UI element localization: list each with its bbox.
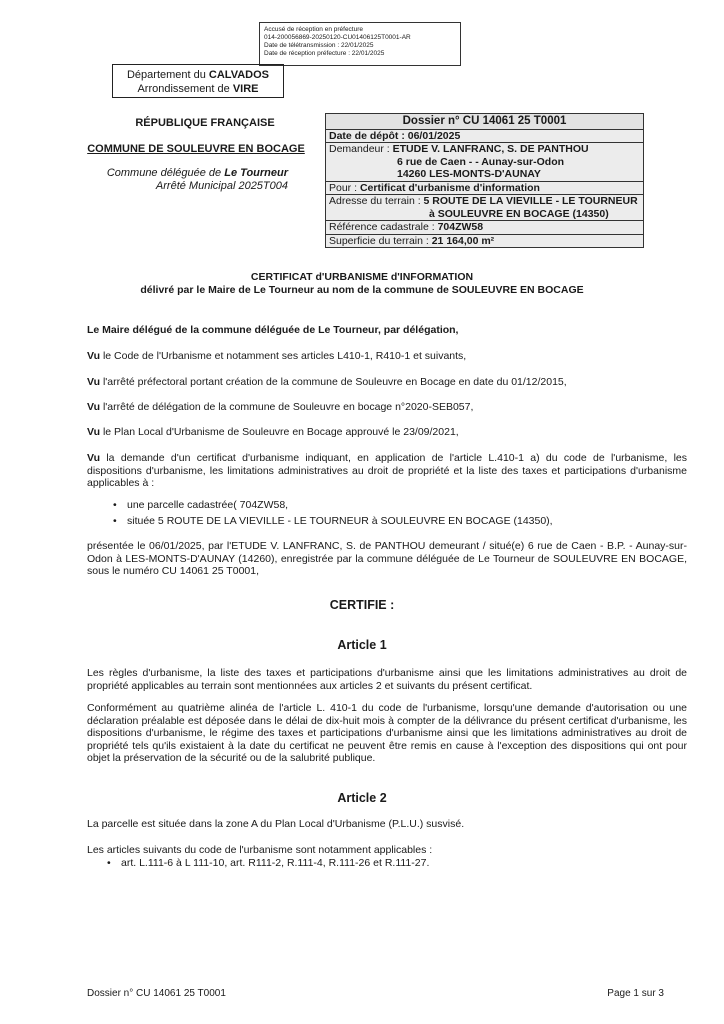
bullet-icon: • (107, 857, 111, 869)
vu-paragraph: Vu l'arrêté de délégation de la commune de Souleuvre en bocage n°2020-SEB057, (87, 401, 474, 413)
list-item: • art. L.111-6 à L 111-10, art. R111-2, R.111-4, R.111-26 et R.111-27. (107, 857, 430, 869)
article1-heading: Article 1 (337, 638, 387, 652)
list-item: • une parcelle cadastrée( 704ZW58, (113, 499, 289, 511)
article2-bullet (101, 857, 681, 870)
stamp-line: Date de télétransmission : 22/01/2025 (264, 42, 374, 49)
footer-page-number: Page 1 sur 3 (607, 988, 664, 999)
certificate-title (40, 271, 684, 297)
applicant: Demandeur : ETUDE V. LANFRANC, S. DE PANTHOU 6 rue de Caen - - Aunay-sur-Odon 14260 LES-MONTS-D'AUNAY (326, 143, 644, 182)
article2-heading: Article 2 (337, 791, 387, 805)
stamp-line: 014-200056869-20250120-CU01406125T0001-AR (264, 34, 411, 41)
article2-paragraph: La parcelle est située dans la zone A du Plan Local d'Urbanisme (P.L.U.) susvisé. (87, 818, 465, 830)
deposit-date: Date de dépôt : 06/01/2025 (326, 129, 644, 143)
vu-paragraph: Vu le Plan Local d'Urbanisme de Souleuvre en Bocage approuvé le 23/09/2021, (87, 426, 459, 438)
article1-paragraph: Conformément au quatrième alinéa de l'article L. 410-1 du code de l'urbanisme, lorsqu'une demande d'autorisation ou une déclaration préalable est déposée dans le délai de dix-huit mois à compter de la délivrance du présent certificat d'urbanisme, les dispositions d'urbanisme, le régime des taxes et participations d'urbanisme ainsi que les limitations administratives au droit de propriété tels qu'ils existaient à la date du certificat ne peuvent être remis en cause à l'exception des dispositions qui ont pour objet la préservation de la sécurité ou de la salubrité publique. (87, 702, 687, 764)
municipal-order: Arrêté Municipal 2025T004 (155, 180, 288, 192)
delegated-commune-name: Commune déléguée de Le Tourneur (106, 167, 288, 179)
commune-heading: COMMUNE DE SOULEUVRE EN BOCAGE (87, 143, 305, 155)
cadastral-reference: Référence cadastrale : 704ZW58 (326, 221, 644, 235)
list-item: • située 5 ROUTE DE LA VIEVILLE - LE TOURNEUR à SOULEUVRE EN BOCAGE (14350), (113, 514, 553, 527)
land-area: Superficie du terrain : 21 164,00 m² (326, 234, 644, 248)
department-line: Département du CALVADOS (126, 69, 270, 81)
vu-paragraph: Vu la demande d'un certificat d'urbanisme indiquant, en application de l'article L.410-1 a) du code de l'urbanisme, les dispositions d'urbanisme, les limitations administratives au droit de propriété et la liste des taxes et participations d'urbanisme applicables à : (87, 452, 687, 489)
footer-dossier-number: Dossier n° CU 14061 25 T0001 (87, 988, 226, 999)
article1-paragraph: Les règles d'urbanisme, la liste des taxes et participations d'urbanisme ainsi que les limitations administratives au droit de propriété applicables au terrain sont mentionnées aux articles 2 et suivants du présent certificat. (87, 667, 687, 692)
department-box (112, 64, 284, 98)
bullet-list (107, 499, 667, 527)
presented-paragraph: présentée le 06/01/2025, par l'ETUDE V. LANFRANC, S. de PANTHOU demeurant / situé(e) 6 rue de Caen - B.P. - Aunay-sur-Odon à LES-MONTS-D'AUNAY (14260), enregistrée par la commune déléguée de Le Tourneur de SOULEUVRE EN BOCAGE, sous le numéro CU 14061 25 T0001, (87, 540, 687, 577)
purpose: Pour : Certificat d'urbanisme d'information (326, 181, 644, 195)
certificate-subtitle: délivré par le Maire de Le Tourneur au nom de la commune de SOULEUVRE EN BOCAGE (140, 284, 584, 296)
arrondissement-line: Arrondissement de VIRE (137, 83, 259, 95)
bullet-icon: • (113, 499, 117, 511)
dossier-number: Dossier n° CU 14061 25 T0001 (326, 114, 644, 130)
bullet-icon: • (113, 514, 117, 527)
stamp-line: Accusé de réception en préfecture (264, 26, 364, 33)
stamp-line: Date de réception préfecture : 22/01/2025 (264, 50, 385, 57)
dossier-table (325, 113, 644, 248)
certificate-title-line: CERTIFICAT d'URBANISME d'INFORMATION (250, 271, 474, 283)
delegated-commune (76, 167, 288, 193)
land-address: Adresse du terrain : 5 ROUTE DE LA VIEVILLE - LE TOURNEUR à SOULEUVRE EN BOCAGE (14350) (326, 195, 644, 221)
reception-stamp (259, 22, 461, 66)
republic-heading: RÉPUBLIQUE FRANÇAISE (135, 117, 275, 129)
certifie-heading: CERTIFIE : (329, 598, 395, 612)
article2-paragraph: Les articles suivants du code de l'urbanisme sont notamment applicables : (87, 844, 433, 856)
mayor-line: Le Maire délégué de la commune déléguée de Le Tourneur, par délégation, (87, 324, 459, 336)
vu-paragraph: Vu l'arrêté préfectoral portant création de la commune de Souleuvre en Bocage en date du 01/12/2015, (87, 376, 567, 388)
vu-paragraph: Vu le Code de l'Urbanisme et notamment ses articles L410-1, R410-1 et suivants, (87, 350, 467, 362)
